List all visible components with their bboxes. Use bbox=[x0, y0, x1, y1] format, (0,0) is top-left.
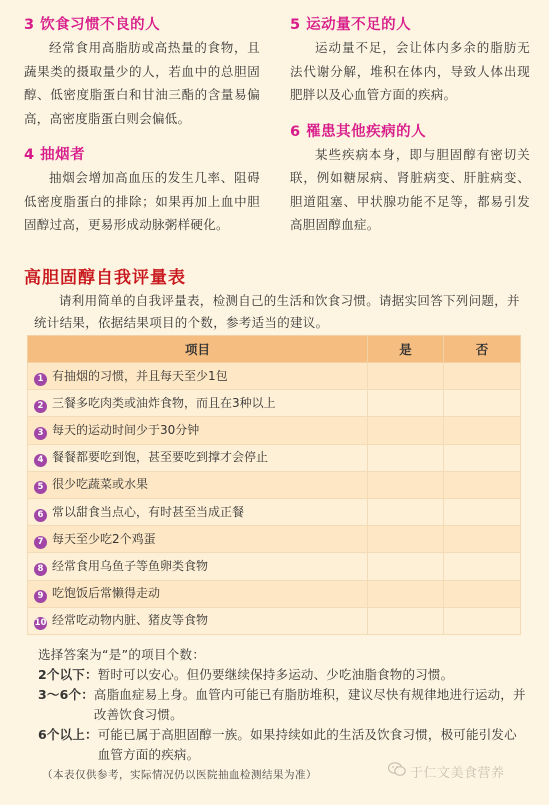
item-cell bbox=[28, 363, 368, 390]
number-badge: 9 bbox=[34, 590, 47, 603]
result-row bbox=[38, 665, 528, 685]
no-cell[interactable] bbox=[444, 417, 521, 444]
table-row bbox=[28, 417, 521, 444]
watermark bbox=[388, 762, 505, 781]
section-text-disease: 某些疾病本身，即与胆固醇有密切关联，例如糖尿病、肾脏病变、肝脏病变、胆道阻塞、甲状腺功能不足等，都易引发高胆固醇血症。 bbox=[290, 146, 530, 232]
section-text-diet: 经常食用高脂肪或高热量的食物，且蔬果类的摄取量少的人，若血中的总胆固醇、低密度脂蛋白和甘油三酯的含量易偏高，高密度脂蛋白则会偏低。 bbox=[24, 40, 260, 126]
wechat-icon bbox=[388, 762, 406, 781]
left-column bbox=[24, 0, 260, 237]
item-cell bbox=[28, 498, 368, 525]
no-cell[interactable] bbox=[444, 390, 521, 417]
item-text: 吃饱饭后常懒得走动 bbox=[52, 586, 161, 601]
table-row bbox=[28, 553, 521, 580]
yes-cell[interactable] bbox=[368, 471, 444, 498]
yes-cell[interactable] bbox=[368, 580, 444, 607]
number-badge: 5 bbox=[34, 481, 47, 494]
table-row bbox=[28, 607, 521, 634]
yes-cell[interactable] bbox=[368, 390, 444, 417]
result-text: 可能已属于高胆固醇一族。如果持续如此的生活及饮食习惯，极可能引发心血管方面的疾病。 bbox=[97, 727, 517, 762]
watermark-text: 于仁文美食营养 bbox=[410, 766, 505, 781]
item-cell bbox=[28, 607, 368, 634]
yes-cell[interactable] bbox=[368, 607, 444, 634]
number-badge: 3 bbox=[34, 427, 47, 440]
result-label: 3～6个： bbox=[38, 687, 94, 702]
yes-cell[interactable] bbox=[368, 363, 444, 390]
yes-cell[interactable] bbox=[368, 417, 444, 444]
right-column bbox=[290, 0, 530, 237]
result-row bbox=[38, 725, 528, 765]
survey-title: 高胆固醇自我评量表 bbox=[24, 268, 186, 288]
results-lead: 选择答案为“是”的项目个数： bbox=[38, 647, 206, 662]
item-cell bbox=[28, 580, 368, 607]
item-text: 常以甜食当点心，有时甚至当成正餐 bbox=[52, 504, 245, 519]
table-row bbox=[28, 498, 521, 525]
no-cell[interactable] bbox=[444, 607, 521, 634]
number-badge: 1 bbox=[34, 373, 47, 386]
section-text-smoking: 抽烟会增加高血压的发生几率、阻碍低密度脂蛋白的排除；如果再加上血中胆固醇过高，更易形成动脉粥样硬化。 bbox=[24, 170, 260, 232]
yes-cell[interactable] bbox=[368, 498, 444, 525]
section-text-exercise: 运动量不足，会让体内多余的脂肪无法代谢分解，堆积在体内，导致人体出现肥胖以及心血管方面的疾病。 bbox=[290, 40, 530, 102]
item-cell bbox=[28, 553, 368, 580]
no-cell[interactable] bbox=[444, 553, 521, 580]
table-row bbox=[28, 444, 521, 471]
result-text: 暂时可以安心。但仍要继续保持多运动、少吃油脂食物的习惯。 bbox=[97, 667, 454, 682]
results-block bbox=[38, 645, 528, 765]
number-badge: 10 bbox=[34, 618, 47, 629]
item-cell bbox=[28, 471, 368, 498]
table-row bbox=[28, 580, 521, 607]
no-cell[interactable] bbox=[444, 471, 521, 498]
item-cell bbox=[28, 390, 368, 417]
yes-cell[interactable] bbox=[368, 553, 444, 580]
number-badge: 2 bbox=[34, 400, 47, 413]
section-title-diet: 3 饮食习惯不良的人 bbox=[24, 17, 161, 33]
self-assessment-table bbox=[27, 335, 521, 635]
header-yes: 是 bbox=[368, 336, 444, 363]
result-label: 2个以下： bbox=[38, 667, 98, 682]
item-cell bbox=[28, 417, 368, 444]
table-row bbox=[28, 471, 521, 498]
table-row bbox=[28, 390, 521, 417]
no-cell[interactable] bbox=[444, 526, 521, 553]
table-row bbox=[28, 526, 521, 553]
section-title-smoking: 4 抽烟者 bbox=[24, 147, 86, 163]
table-row bbox=[28, 363, 521, 390]
item-text: 餐餐都要吃到饱，甚至要吃到撑才会停止 bbox=[52, 450, 269, 465]
section-title-exercise: 5 运动量不足的人 bbox=[290, 17, 412, 33]
number-badge: 8 bbox=[34, 563, 47, 576]
section-title-disease: 6 罹患其他疾病的人 bbox=[290, 123, 427, 140]
number-badge: 6 bbox=[34, 509, 47, 522]
no-cell[interactable] bbox=[444, 444, 521, 471]
result-text: 高脂血症易上身。血管内可能已有脂肪堆积，建议尽快有规律地进行运动，并改善饮食习惯。 bbox=[93, 687, 526, 722]
item-text: 三餐多吃肉类或油炸食物，而且在3种以上 bbox=[52, 395, 276, 410]
result-row bbox=[38, 685, 528, 725]
yes-cell[interactable] bbox=[368, 526, 444, 553]
item-cell bbox=[28, 444, 368, 471]
item-text: 经常食用乌鱼子等鱼卵类食物 bbox=[52, 558, 209, 573]
no-cell[interactable] bbox=[444, 363, 521, 390]
table-header-row bbox=[28, 336, 521, 363]
survey-intro: 请利用简单的自我评量表，检测自己的生活和饮食习惯。请据实回答下列问题，并统计结果，依据结果项目的个数，参考适当的建议。 bbox=[34, 293, 520, 330]
number-badge: 4 bbox=[34, 454, 47, 467]
number-badge: 7 bbox=[34, 536, 47, 549]
item-text: 每天的运动时间少于30分钟 bbox=[52, 422, 200, 437]
result-label: 6个以上： bbox=[38, 727, 98, 742]
item-text: 经常吃动物内脏、猪皮等食物 bbox=[52, 613, 209, 628]
item-text: 很少吃蔬菜或水果 bbox=[52, 477, 149, 492]
disclaimer-note: （本表仅供参考，实际情况仍以医院抽血检测结果为准） bbox=[42, 769, 317, 781]
yes-cell[interactable] bbox=[368, 444, 444, 471]
item-text: 每天至少吃2个鸡蛋 bbox=[52, 531, 156, 546]
item-text: 有抽烟的习惯，并且每天至少1包 bbox=[52, 368, 228, 383]
item-cell bbox=[28, 526, 368, 553]
no-cell[interactable] bbox=[444, 580, 521, 607]
no-cell[interactable] bbox=[444, 498, 521, 525]
header-item: 项目 bbox=[28, 336, 368, 363]
header-no: 否 bbox=[444, 336, 521, 363]
intro-columns bbox=[0, 0, 549, 255]
